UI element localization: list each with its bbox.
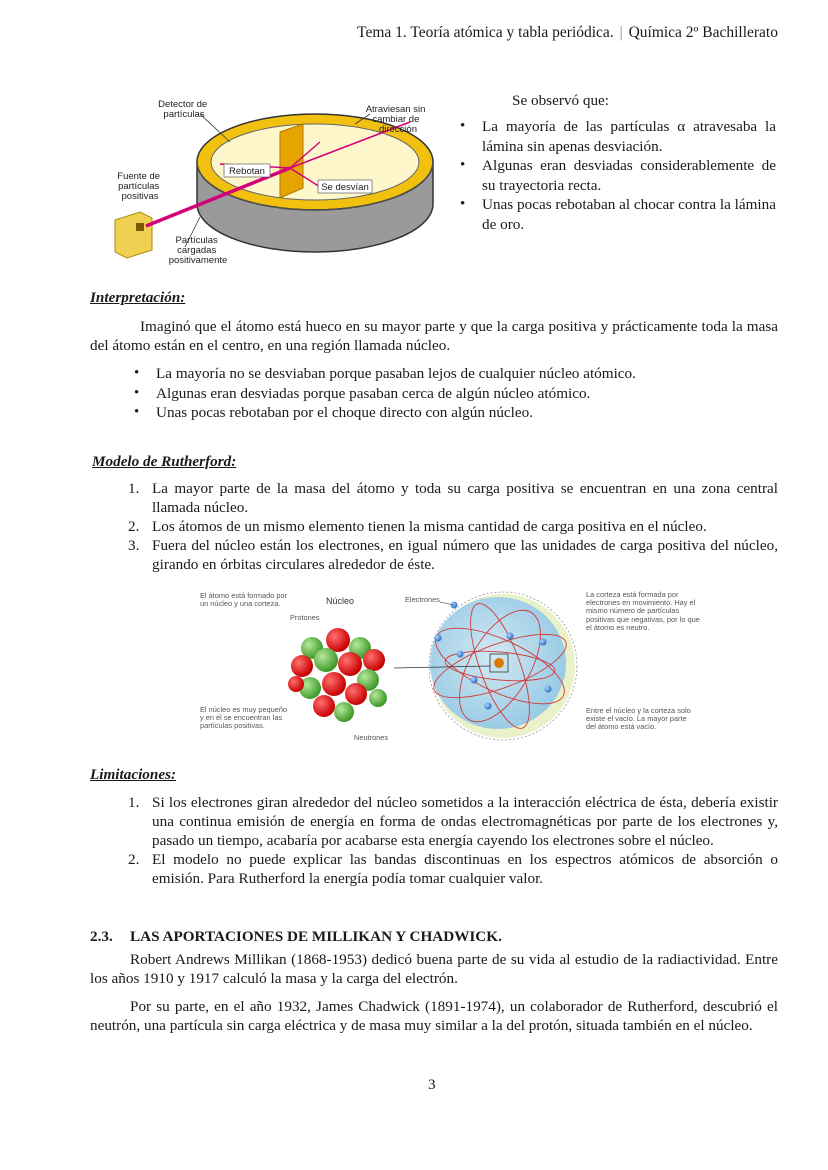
label-source: Fuente de partículas positivas: [117, 171, 161, 202]
list-item: • Unas pocas rebotaban al chocar contra la lámina de oro.: [456, 195, 776, 234]
observed-list: [456, 117, 776, 234]
list-item: 2. El modelo no puede explicar las bandas discontinuas en los espectros atómicos de absorción o emisión. Para Rutherford la energía podía tomar cualquier valor.: [128, 851, 778, 887]
list-item: 1. La mayor parte de la masa del átomo y toda su carga positiva se encuentran en una zona central llamada núcleo.: [128, 480, 778, 516]
list-item: 1. Si los electrones giran alrededor del núcleo sometidos a la interacción eléctrica de ésta, debería existir una continua emisión de energía en forma de ondas electromagnéticas por parte de los electrones y, pasado un tiempo, acabaría por acabarse esta energía cayendo los electrones sobre el núcleo.: [128, 794, 778, 849]
label-detector: Detector de partículas: [158, 99, 208, 120]
label-electrons: Electrones: [405, 595, 440, 604]
particle-source: [115, 212, 152, 258]
list-item: • La mayoría de las partículas α atravesaba la lámina sin apenas desviación.: [456, 117, 776, 156]
caption-nucleus: El núcleo es muy pequeño y en él se encuentran las partículas positivas.: [200, 705, 288, 731]
caption-atom-structure: El átomo está formado por un núcleo y una corteza.: [200, 591, 288, 609]
list-item: • Algunas eran desviadas porque pasaban cerca de algún núcleo atómico.: [130, 384, 770, 404]
observed-intro: Se observó que:: [512, 92, 610, 109]
section-title: LAS APORTACIONES DE MILLIKAN Y CHADWICK.: [130, 928, 502, 945]
section-number: 2.3.: [90, 928, 113, 945]
list-item: • La mayoría no se desviaban porque pasaban lejos de cualquier núcleo atómico.: [130, 364, 770, 384]
list-item: 2. Los átomos de un mismo elemento tienen la misma cantidad de carga positiva en el núcleo.: [128, 518, 707, 535]
interpretation-list: [130, 364, 770, 423]
interpretation-heading: Interpretación:: [90, 289, 186, 306]
label-pass-through: Atraviesan sin cambiar de dirección: [365, 104, 426, 135]
gold-foil-diagram: [110, 92, 440, 274]
list-item: • Unas pocas rebotaban por el choque directo con algún núcleo.: [130, 403, 770, 423]
label-neutrons: Neutrones: [354, 733, 389, 742]
section-heading: [90, 928, 502, 946]
label-nucleus: Núcleo: [326, 596, 355, 606]
limitations-list: [128, 793, 778, 888]
header-title: Tema 1. Teoría atómica y tabla periódica.: [357, 24, 614, 41]
label-bounce: Rebotan: [229, 166, 265, 177]
atom-model-figure: [198, 588, 698, 746]
label-deflect: Se desvían: [321, 182, 369, 193]
label-protons: Protones: [290, 613, 320, 622]
page-header: [357, 24, 778, 42]
caption-vacuum: Entre el núcleo y la corteza solo existe el vacío. La mayor parte del átomo está vacío.: [586, 706, 691, 732]
header-separator: |: [619, 24, 623, 41]
model-heading: Modelo de Rutherford:: [92, 453, 237, 470]
limitations-heading: Limitaciones:: [90, 766, 177, 783]
gold-foil: [280, 124, 303, 198]
interpretation-paragraph: Imaginó que el átomo está hueco en su mayor parte y que la carga positiva y prácticamente toda la masa del átomo están en el centro, en una región llamada núcleo.: [90, 318, 778, 354]
list-item: 3. Fuera del núcleo están los electrones, en igual número que las unidades de carga positiva del núcleo, girando en órbitas circulares alrededor de éste.: [128, 537, 778, 573]
section-paragraph-2: Por su parte, en el año 1932, James Chadwick (1891-1974), un colaborador de Rutherford, descubrió el neutrón, una partícula sin carga eléctrica y de masa muy similar a la del protón, situada también en el núcleo.: [90, 998, 778, 1034]
nucleus-cluster: [288, 628, 387, 722]
caption-cortex: La corteza está formada por electrones en movimiento. Hay el mismo número de partículas positivas que negativas, por lo que el átomo es neutro.: [586, 590, 700, 632]
section-paragraph-1: Robert Andrews Millikan (1868-1953) dedicó buena parte de su vida al estudio de la radiactividad. Entre los años 1910 y 1917 calculó la masa y la carga del electrón.: [90, 951, 778, 987]
header-course: Química 2º Bachillerato: [628, 24, 778, 41]
page-number: 3: [428, 1076, 436, 1093]
list-item: • Algunas eran desviadas considerablemente de su trayectoria recta.: [456, 156, 776, 195]
model-list: [128, 479, 778, 574]
label-particles: Partículas cargadas positivamente: [168, 235, 228, 266]
